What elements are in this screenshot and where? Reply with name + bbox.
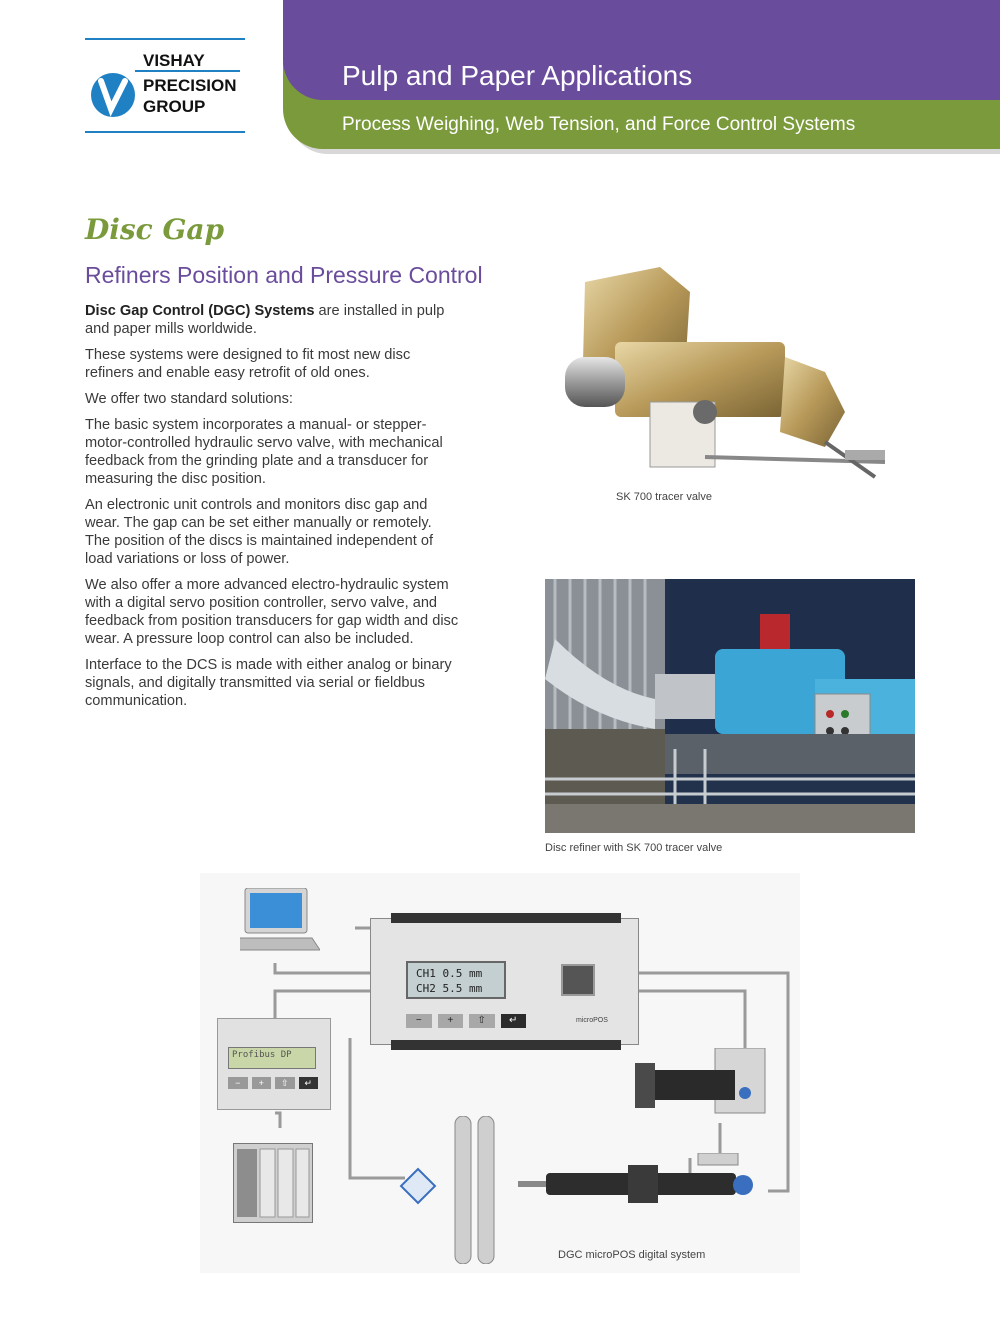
- minus-key: −: [406, 1014, 432, 1028]
- header-subtitle: Process Weighing, Web Tension, and Force Control Systems: [342, 114, 856, 135]
- laptop-icon: [240, 888, 310, 938]
- logo-top-rule: [85, 38, 245, 40]
- logo-text-precision: PRECISION: [143, 76, 237, 95]
- section-subtitle: Refiners Position and Pressure Control: [85, 262, 483, 288]
- profibus-plus-key: +: [252, 1077, 272, 1089]
- servo-actuator: [635, 1048, 770, 1118]
- paragraph-2: These systems were designed to fit most new disc refiners and enable easy retrofit of old ones.: [85, 347, 411, 381]
- section-title: Disc Gap: [85, 213, 225, 246]
- profibus-minus-key: −: [228, 1077, 248, 1089]
- display-line-ch2: CH2 5.5 mm: [416, 982, 483, 995]
- profibus-display: Profibus DP: [228, 1047, 316, 1069]
- profibus-module: [217, 1018, 331, 1110]
- paragraph-1-rest: are installed in pulp and paper mills worldwide.: [85, 303, 445, 337]
- tracer-valve-caption: SK 700 tracer valve: [616, 491, 712, 503]
- paragraph-7: Interface to the DCS is made with either analog or binary signals, and digitally transmitted via serial or fieldbus communication.: [85, 657, 452, 709]
- logo-swoosh: [135, 70, 240, 72]
- micropos-keypad: [406, 1014, 526, 1028]
- micropos-display: [406, 961, 506, 999]
- dgc-systems-term: Disc Gap Control (DGC) Systems: [85, 303, 315, 319]
- terminal-strip-bottom: [391, 1040, 621, 1050]
- paragraph-5: An electronic unit controls and monitors disc gap and wear. The gap can be set either manually or remotely. The position of the discs is maintained independent of load variations or loss of power.: [85, 497, 434, 567]
- terminal-strip-top: [391, 913, 621, 923]
- refiner-discs-icon: [453, 1116, 498, 1264]
- profibus-keypad: [228, 1077, 318, 1089]
- logo-text-group: GROUP: [143, 97, 206, 116]
- body-text: [85, 302, 460, 718]
- paragraph-1: [85, 302, 460, 338]
- disc-refiner-photo: [545, 579, 915, 833]
- dgc-system-diagram: [200, 873, 800, 1273]
- micropos-controller: [370, 918, 639, 1045]
- tracer-valve-photo: [555, 262, 900, 497]
- enter-key: ↵: [501, 1014, 527, 1028]
- header-title: Pulp and Paper Applications: [342, 60, 693, 91]
- vpg-logo-icon: [91, 73, 135, 117]
- plc-rack: [233, 1143, 313, 1223]
- display-line-ch1: CH1 0.5 mm: [416, 967, 483, 980]
- profibus-enter-key: ↵: [299, 1077, 319, 1089]
- paragraph-6: We also offer a more advanced electro-hydraulic system with a digital servo position controller, servo valve, and feedback from position transducers for gap width and disc wear. A pressure loop control can also be included.: [85, 577, 459, 647]
- logo-text-vishay: VISHAY: [143, 51, 205, 70]
- ethernet-port-icon: [561, 964, 595, 996]
- system-diagram-caption: DGC microPOS digital system: [558, 1249, 706, 1261]
- disc-refiner-caption: Disc refiner with SK 700 tracer valve: [545, 842, 723, 854]
- micropos-label: microPOS: [576, 1017, 608, 1024]
- plus-key: +: [438, 1014, 464, 1028]
- logo-bottom-rule: [85, 131, 245, 133]
- up-key: ⇧: [469, 1014, 495, 1028]
- paragraph-4: The basic system incorporates a manual- or stepper-motor-controlled hydraulic servo valve, with mechanical feedback from the grinding plate and a transducer for measuring the disc position.: [85, 417, 443, 487]
- profibus-up-key: ⇧: [275, 1077, 295, 1089]
- paragraph-3: We offer two standard solutions:: [85, 391, 293, 407]
- hydraulic-cylinder: [518, 1153, 768, 1213]
